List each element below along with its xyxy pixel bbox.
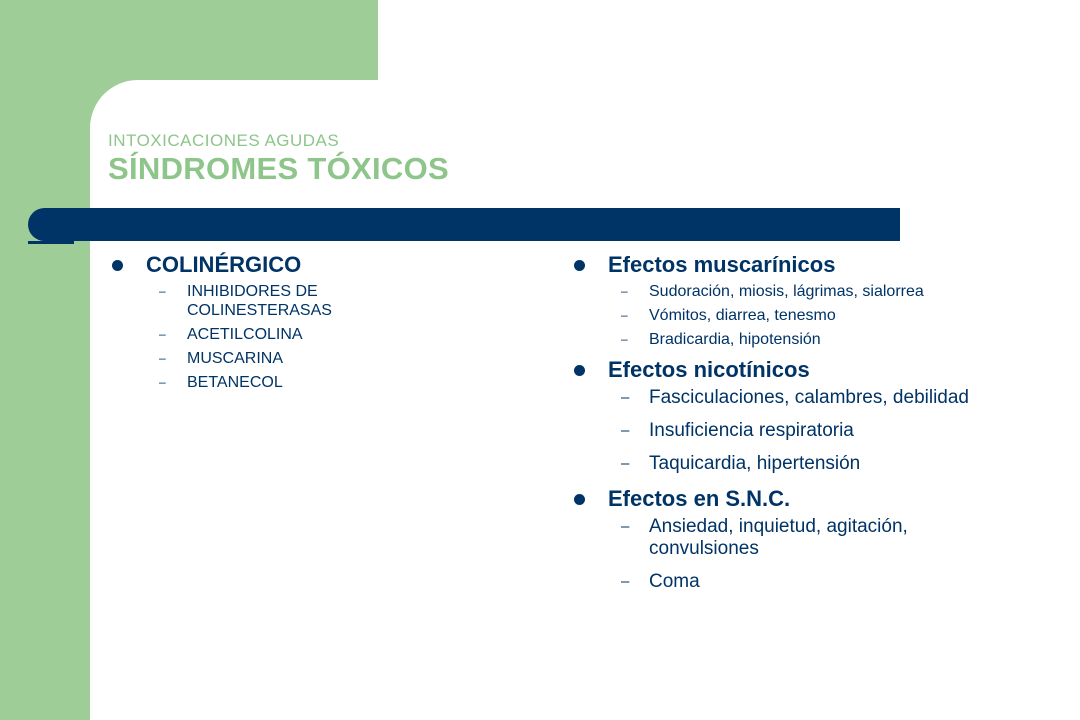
list-item xyxy=(574,571,994,593)
dash-icon: – xyxy=(621,308,628,322)
bullet-section xyxy=(574,357,994,475)
sub-list xyxy=(574,516,994,593)
dash-icon: – xyxy=(159,351,166,365)
bullet-heading xyxy=(112,252,442,278)
heading-text: Efectos en S.N.C. xyxy=(608,486,791,511)
dash-icon: – xyxy=(621,422,630,439)
sub-list xyxy=(574,387,994,475)
dash-icon: – xyxy=(621,389,630,406)
bullet-dot-icon xyxy=(574,365,585,376)
list-item xyxy=(574,387,994,409)
list-item-text: ACETILCOLINA xyxy=(187,326,303,343)
bullet-heading xyxy=(574,357,994,383)
list-item xyxy=(112,349,442,368)
bullet-heading xyxy=(574,486,994,512)
list-item-text: Bradicardia, hipotensión xyxy=(649,331,821,348)
bullet-dot-icon xyxy=(574,494,585,505)
dash-icon: – xyxy=(621,455,630,472)
bullet-section xyxy=(112,252,442,392)
list-item-text: Coma xyxy=(649,571,700,592)
right-column xyxy=(574,252,994,604)
list-item xyxy=(112,373,442,392)
dash-icon: – xyxy=(159,284,166,298)
list-item-text: Insuficiencia respiratoria xyxy=(649,420,854,441)
slide-subtitle: INTOXICACIONES AGUDAS xyxy=(108,131,340,150)
list-item xyxy=(574,420,994,442)
list-item xyxy=(574,516,994,560)
bullet-heading xyxy=(574,252,994,278)
divider-bar-notch xyxy=(28,241,74,244)
list-item xyxy=(112,325,442,344)
dash-icon: – xyxy=(159,375,166,389)
list-item-text: BETANECOL xyxy=(187,374,283,391)
dash-icon: – xyxy=(159,327,166,341)
list-item xyxy=(112,282,442,320)
list-item xyxy=(574,282,994,301)
sub-list xyxy=(112,282,442,392)
heading-text: Efectos nicotínicos xyxy=(608,357,810,382)
list-item-text: Sudoración, miosis, lágrimas, sialorrea xyxy=(649,283,924,300)
dash-icon: – xyxy=(621,332,628,346)
title-divider-bar xyxy=(28,208,900,241)
list-item-text: Taquicardia, hipertensión xyxy=(649,453,861,474)
dash-icon: – xyxy=(621,573,630,590)
heading-text: Efectos muscarínicos xyxy=(608,252,836,277)
list-item-text: MUSCARINA xyxy=(187,350,284,367)
list-item-text: Fasciculaciones, calambres, debilidad xyxy=(649,387,969,408)
list-item xyxy=(574,453,994,475)
list-item xyxy=(574,330,994,349)
list-item xyxy=(574,306,994,325)
heading-text: COLINÉRGICO xyxy=(146,252,302,277)
dash-icon: – xyxy=(621,284,628,298)
bullet-dot-icon xyxy=(574,260,585,271)
list-item-text: Ansiedad, inquietud, agitación, convulsiones xyxy=(649,516,908,559)
bullet-section xyxy=(574,486,994,593)
slide-title: SÍNDROMES TÓXICOS xyxy=(108,151,449,186)
sub-list xyxy=(574,282,994,349)
list-item-text: INHIBIDORES DE COLINESTERASAS xyxy=(187,283,332,319)
dash-icon: – xyxy=(621,518,630,535)
left-column xyxy=(112,252,442,400)
bullet-dot-icon xyxy=(112,260,123,271)
bullet-section xyxy=(574,252,994,349)
list-item-text: Vómitos, diarrea, tenesmo xyxy=(649,307,836,324)
